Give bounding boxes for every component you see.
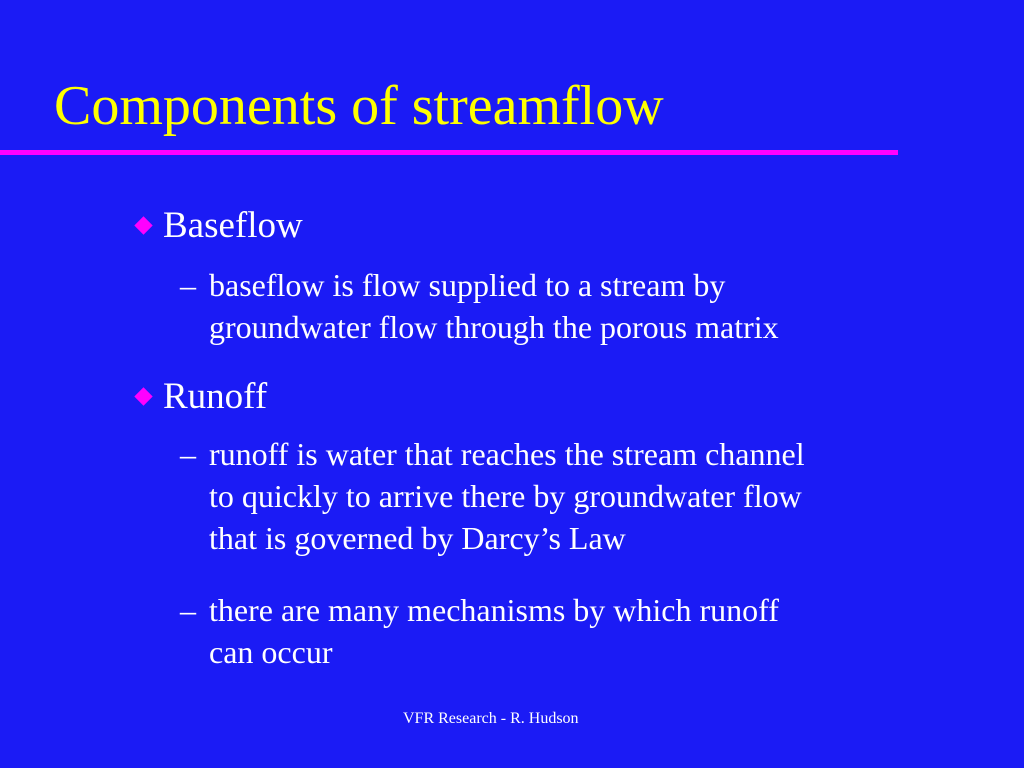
dash-marker: – [180, 267, 196, 303]
dash-marker: – [180, 436, 196, 472]
subpoint-text [209, 433, 805, 559]
subpoint-line: baseflow is flow supplied to a stream by [209, 267, 726, 303]
dash-marker: – [180, 592, 196, 628]
diamond-bullet-icon [134, 387, 152, 405]
bullet-baseflow [133, 207, 303, 244]
bullet-label: Baseflow [163, 205, 303, 246]
subpoint-baseflow-definition [180, 264, 779, 348]
subpoint-runoff-definition [180, 433, 805, 559]
bullet-label: Runoff [163, 376, 268, 417]
diamond-bullet-icon [134, 216, 152, 234]
subpoint-line: groundwater flow through the porous matrix [209, 309, 779, 345]
subpoint-line: runoff is water that reaches the stream channel [209, 436, 805, 472]
subpoint-line: can occur [209, 634, 333, 670]
subpoint-text [209, 589, 779, 673]
slide-title: Components of streamflow [54, 75, 664, 137]
subpoint-runoff-mechanisms [180, 589, 779, 673]
subpoint-text [209, 264, 779, 348]
subpoint-line: there are many mechanisms by which runoff [209, 592, 779, 628]
slide-footer: VFR Research - R. Hudson [403, 710, 579, 727]
subpoint-line: that is governed by Darcy’s Law [209, 520, 626, 556]
title-divider [0, 150, 898, 155]
subpoint-line: to quickly to arrive there by groundwater flow [209, 478, 802, 514]
bullet-runoff [133, 378, 267, 415]
